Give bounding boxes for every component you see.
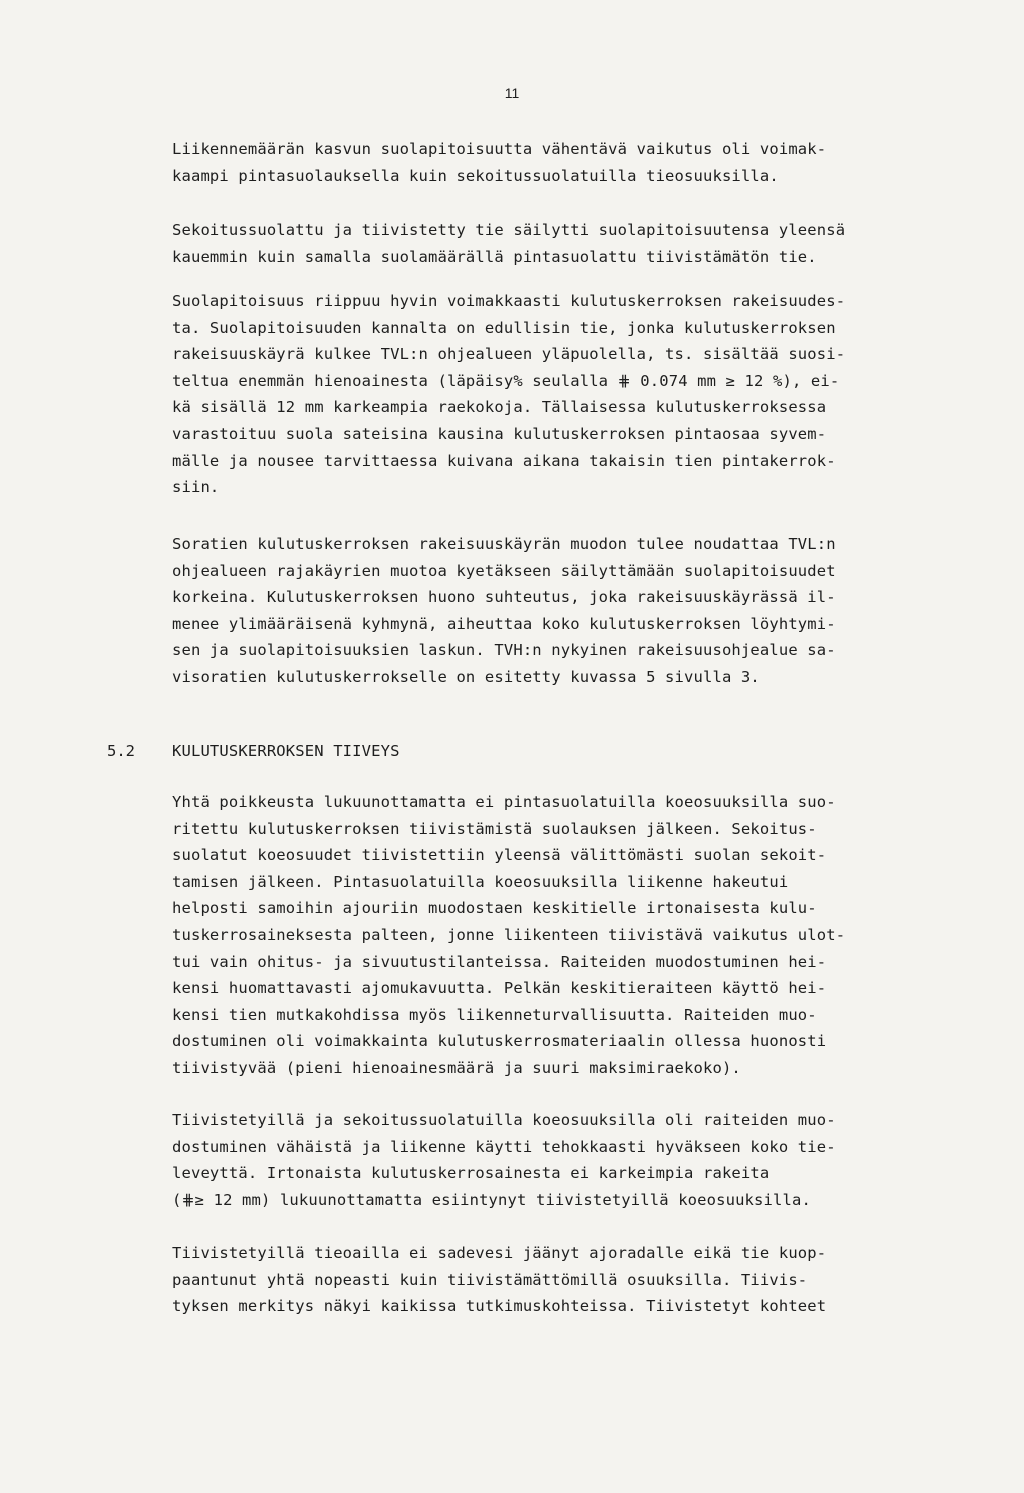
text-line: menee ylimääräisenä kyhmynä, aiheuttaa koko kulutuskerroksen löyhtymi-: [172, 614, 836, 633]
text-line: rakeisuuskäyrä kulkee TVL:n ohjealueen yläpuolella, ts. sisältää suosi-: [172, 345, 846, 364]
text-line: teltua enemmän hienoainesta (läpäisy% seulalla ⋕ 0.074 mm ≥ 12 %), ei-: [172, 371, 840, 390]
text-line: Soratien kulutuskerroksen rakeisuuskäyrän muodon tulee noudattaa TVL:n: [172, 535, 836, 553]
text-line: Sekoitussuolattu ja tiivistetty tie säilytti suolapitoisuutensa yleensä: [172, 221, 846, 239]
paragraph-2: [172, 217, 962, 270]
text-line: tiivistyvää (pieni hienoainesmäärä ja suuri maksimiraekoko).: [172, 1058, 741, 1077]
text-line: paantunut yhtä nopeasti kuin tiivistämättömillä osuuksilla. Tiivis-: [172, 1270, 808, 1289]
text-line: dostuminen vähäistä ja liikenne käytti tehokkaasti hyväkseen koko tie-: [172, 1137, 836, 1156]
paragraph-7: [172, 1240, 962, 1320]
section-title: KULUTUSKERROKSEN TIIVEYS: [172, 742, 400, 760]
paragraph-6: [172, 1107, 962, 1213]
text-line: dostuminen oli voimakkainta kulutuskerrosmateriaalin ollessa huonosti: [172, 1032, 827, 1051]
text-line: ta. Suolapitoisuuden kannalta on edullisin tie, jonka kulutuskerroksen: [172, 318, 836, 337]
text-line: kauemmin kuin samalla suolamäärällä pintasuolattu tiivistämätön tie.: [172, 247, 817, 266]
text-line: visoratien kulutuskerrokselle on esitetty kuvassa 5 sivulla 3.: [172, 667, 760, 686]
text-line: Suolapitoisuus riippuu hyvin voimakkaasti kulutuskerroksen rakeisuudes-: [172, 292, 846, 310]
text-line: sen ja suolapitoisuuksien laskun. TVH:n nykyinen rakeisuusohjealue sa-: [172, 641, 836, 660]
text-line: Tiivistetyillä tieoailla ei sadevesi jäänyt ajoradalle eikä tie kuop-: [172, 1244, 827, 1262]
text-line: mälle ja nousee tarvittaessa kuivana aikana takaisin tien pintakerrok-: [172, 451, 836, 470]
text-line: tui vain ohitus- ja sivuutustilanteissa. Raiteiden muodostuminen hei-: [172, 952, 827, 971]
text-line: korkeina. Kulutuskerroksen huono suhteutus, joka rakeisuuskäyrässä il-: [172, 588, 836, 607]
paragraph-5: [172, 789, 962, 1082]
text-line: kensi tien mutkakohdissa myös liikenneturvallisuutta. Raiteiden muo-: [172, 1005, 817, 1024]
text-line: ritettu kulutuskerroksen tiivistämistä suolauksen jälkeen. Sekoitus-: [172, 819, 817, 838]
text-line: Liikennemäärän kasvun suolapitoisuutta vähentävä vaikutus oli voimak-: [172, 140, 827, 158]
text-line: siin.: [172, 478, 220, 497]
text-line: kaampi pintasuolauksella kuin sekoitussuolatuilla tieosuuksilla.: [172, 166, 779, 185]
page-number: 11: [504, 85, 520, 101]
text-line: tyksen merkitys näkyi kaikissa tutkimuskohteissa. Tiivistetyt kohteet: [172, 1297, 827, 1316]
text-line: kä sisällä 12 mm karkeampia raekokoja. Tällaisessa kulutuskerroksessa: [172, 398, 827, 417]
text-line: Tiivistetyillä ja sekoitussuolatuilla koeosuuksilla oli raiteiden muo-: [172, 1111, 836, 1129]
paragraph-4: [172, 531, 962, 691]
text-line: leveyttä. Irtonaista kulutuskerrosainesta ei karkeimpia rakeita: [172, 1164, 770, 1183]
text-line: kensi huomattavasti ajomukavuutta. Pelkän keskitieraiteen käyttö hei-: [172, 979, 827, 998]
text-line: ohjealueen rajakäyrien muotoa kyetäkseen säilyttämään suolapitoisuudet: [172, 561, 836, 580]
text-line: (⋕≥ 12 mm) lukuunottamatta esiintynyt tiivistetyillä koeosuuksilla.: [172, 1190, 811, 1209]
text-line: helposti samoihin ajouriin muodostaen keskitielle irtonaisesta kulu-: [172, 899, 817, 918]
text-line: tamisen jälkeen. Pintasuolatuilla koeosuuksilla liikenne hakeutui: [172, 872, 789, 891]
text-line: tuskerrosaineksesta palteen, jonne liikenteen tiivistävä vaikutus ulot-: [172, 925, 846, 944]
text-line: suolatut koeosuudet tiivistettiin yleensä välittömästi suolan sekoit-: [172, 846, 827, 865]
text-line: varastoituu suola sateisina kausina kulutuskerroksen pintaosaa syvem-: [172, 424, 827, 443]
paragraph-3: [172, 288, 962, 501]
text-line: Yhtä poikkeusta lukuunottamatta ei pintasuolatuilla koeosuuksilla suo-: [172, 793, 836, 811]
paragraph-1: [172, 136, 962, 189]
section-number: 5.2: [107, 742, 135, 760]
